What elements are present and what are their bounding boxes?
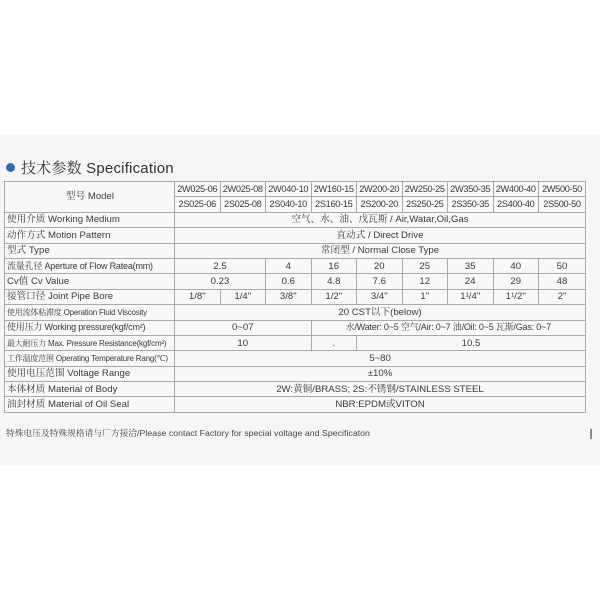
value-cell: 10 <box>175 335 312 350</box>
value-cell: 35 <box>448 258 494 273</box>
value-cell: 10.5 <box>357 335 586 350</box>
value-cell: 1/8" <box>175 289 221 304</box>
model-cell: 2S025-06 <box>175 197 221 212</box>
cv-value-row <box>5 274 586 289</box>
section-title: 技术参数 Specification <box>21 159 174 177</box>
row-value: 5~80 <box>175 351 586 366</box>
model-cell: 2W250-25 <box>402 182 448 197</box>
row-label: 动作方式 Motion Pattern <box>5 228 175 243</box>
value-cell: 20 <box>357 258 403 273</box>
footnote: 特殊电压及特殊规格请与厂方接洽/Please contact Factory for special voltage and Specificaton <box>6 428 370 438</box>
model-cell: 2W025-06 <box>175 182 221 197</box>
value-cell: 0.23 <box>175 274 266 289</box>
motion-pattern-row <box>5 228 586 243</box>
max-pressure-row <box>5 335 586 350</box>
model-cell: 2W350-35 <box>448 182 494 197</box>
row-value: 常闭型 / Normal Close Type <box>175 243 586 258</box>
body-material-row <box>5 382 586 397</box>
value-cell: 3/8" <box>266 289 312 304</box>
type-row <box>5 243 586 258</box>
value-cell: 4.8 <box>311 274 357 289</box>
row-value: 直动式 / Direct Drive <box>175 228 586 243</box>
model-cell: 2S500-50 <box>539 197 586 212</box>
model-cell: 2W500-50 <box>539 182 586 197</box>
model-cell: 2W200-20 <box>357 182 403 197</box>
row-value: 20 CST以下(below) <box>175 305 586 320</box>
value-cell: 4 <box>266 258 312 273</box>
value-cell: 29 <box>493 274 539 289</box>
model-cell: 2W160-15 <box>311 182 357 197</box>
value-cell: 40 <box>493 258 539 273</box>
row-label: 流量孔径 Aperture of Flow Ratea(mm) <box>5 258 175 273</box>
row-label: 最大耐压力 Max. Pressure Resistance(kgf/cm²) <box>5 335 175 350</box>
row-label: 使用流体粘滞度 Operation Fluid Viscosity <box>5 305 175 320</box>
row-value: NBR:EPDM或VITON <box>175 397 586 412</box>
working-pressure-row <box>5 320 586 335</box>
value-cell: 16 <box>311 258 357 273</box>
voltage-row <box>5 366 586 381</box>
temperature-row <box>5 351 586 366</box>
row-label: 工作温度范围 Operating Temperature Rang(℃) <box>5 351 175 366</box>
model-row-2w <box>5 182 586 197</box>
flow-aperture-row <box>5 258 586 273</box>
row-label: 本体材质 Material of Body <box>5 382 175 397</box>
row-label: 使用压力 Working pressure(kgf/cm²) <box>5 320 175 335</box>
model-cell: 2S250-25 <box>402 197 448 212</box>
value-cell: 1¹/4" <box>448 289 494 304</box>
seal-material-row <box>5 397 586 412</box>
model-cell: 2W025-08 <box>220 182 266 197</box>
specification-table <box>4 181 586 413</box>
value-cell: 0.6 <box>266 274 312 289</box>
value-cell: 1¹/2" <box>493 289 539 304</box>
value-cell: 24 <box>448 274 494 289</box>
row-label: 使用介质 Working Medium <box>5 212 175 227</box>
row-label: 使用电压范围 Voltage Range <box>5 366 175 381</box>
model-cell: 2S160-15 <box>311 197 357 212</box>
row-value: 空气、水、油、戊瓦斯 / Air,Watar,Oil,Gas <box>175 212 586 227</box>
model-cell: 2W040-10 <box>266 182 312 197</box>
page-edge-mark <box>590 429 598 439</box>
bullet-icon <box>6 163 15 172</box>
model-cell: 2S200-20 <box>357 197 403 212</box>
value-cell: 1" <box>402 289 448 304</box>
value-cell: 0~07 <box>175 320 312 335</box>
row-value: 2W:黄铜/BRASS; 2S:不锈钢/STAINLESS STEEL <box>175 382 586 397</box>
value-cell: 7.6 <box>357 274 403 289</box>
value-cell: 2.5 <box>175 258 266 273</box>
model-cell: 2S350-35 <box>448 197 494 212</box>
working-medium-row <box>5 212 586 227</box>
value-cell: 48 <box>539 274 586 289</box>
value-cell: 50 <box>539 258 586 273</box>
row-value: ±10% <box>175 366 586 381</box>
row-label: 型式 Type <box>5 243 175 258</box>
pipe-bore-row <box>5 289 586 304</box>
model-cell: 2S400-40 <box>493 197 539 212</box>
model-cell: 2W400-40 <box>493 182 539 197</box>
row-label: Cv值 Cv Value <box>5 274 175 289</box>
value-cell: 25 <box>402 258 448 273</box>
value-cell: 1/4" <box>220 289 266 304</box>
value-cell: 3/4" <box>357 289 403 304</box>
model-cell: 2S040-10 <box>266 197 312 212</box>
value-cell: 1/2" <box>311 289 357 304</box>
value-cell: 12 <box>402 274 448 289</box>
viscosity-row <box>5 305 586 320</box>
row-label: 油封材质 Material of Oil Seal <box>5 397 175 412</box>
model-cell: 2S025-08 <box>220 197 266 212</box>
row-label: 接管口径 Joint Pipe Bore <box>5 289 175 304</box>
value-cell: . <box>311 335 357 350</box>
value-cell: 2" <box>539 289 586 304</box>
value-cell: 水/Water: 0~5 空气/Air: 0~7 油/Oil: 0~5 瓦斯/Gas: 0~7 <box>311 320 586 335</box>
section-heading <box>6 157 174 177</box>
model-label: 型号 Model <box>5 182 175 213</box>
